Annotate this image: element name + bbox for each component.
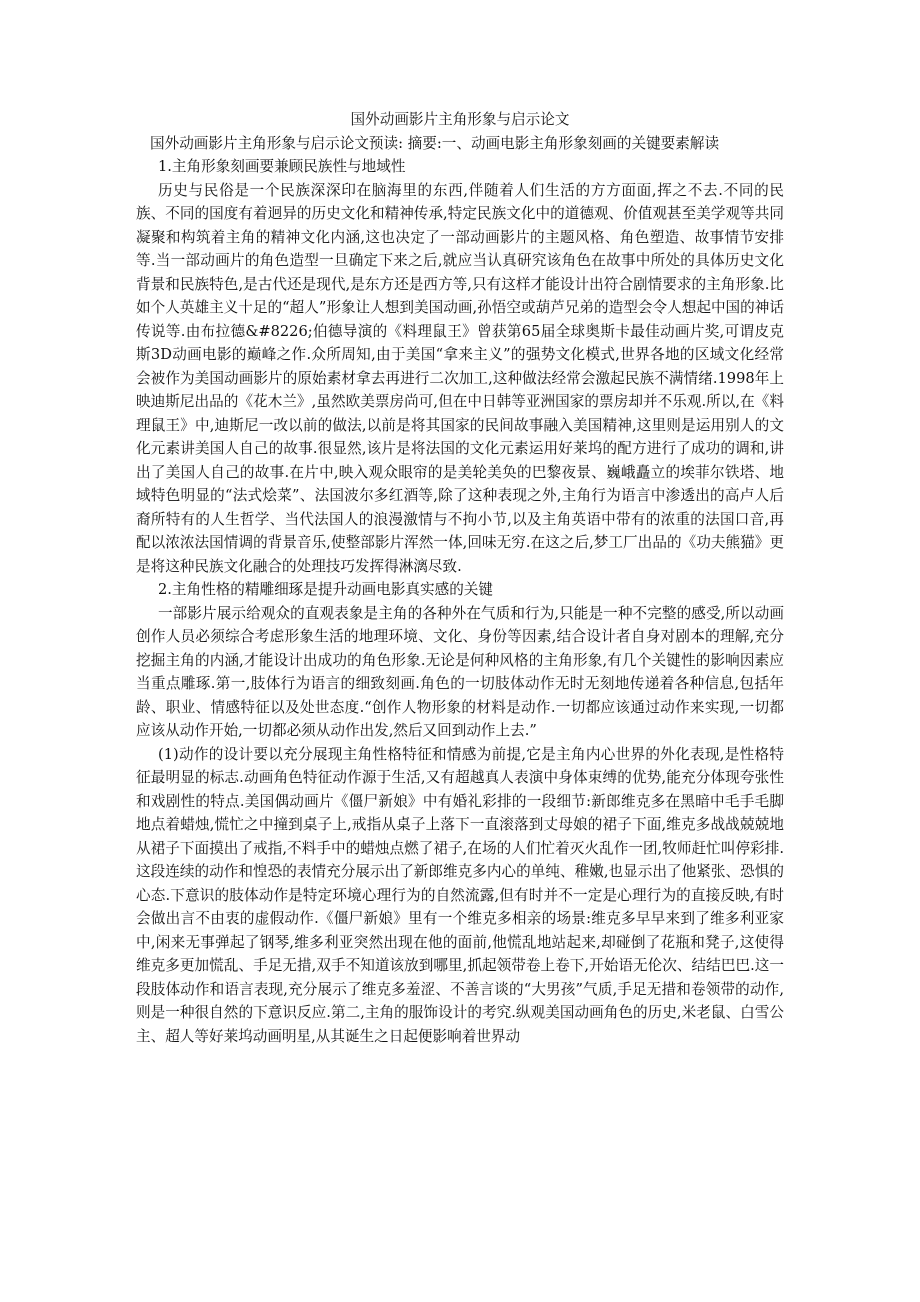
section-1-paragraph: 历史与民俗是一个民族深深印在脑海里的东西,伴随着人们生活的方方面面,挥之不去.不同的民族、不同的国度有着迥异的历史文化和精神传承,特定民族文化中的道德观、价值观甚至美学观等共同凝聚和构筑着主角的精神文化内涵,这也决定了一部动画影片的主题风格、角色塑造、故事情节安排等.当一部动画片的角色造型一旦确定下来之后,就应当认真研究该角色在故事中所处的具体历史文化背景和民族特色,是古代还是现代,是东方还是西方等,只有这样才能设计出符合剧情要求的主角形象.比如个人英雄主义十足的“超人”形象让人想到美国动画,孙悟空或葫芦兄弟的造型会令人想起中国的神话传说等.由布拉德&#8226;伯德导演的《料理鼠王》曾获第65届全球奥斯卡最佳动画片奖,可谓皮克斯3D动画电影的巅峰之作.众所周知,由于美国“拿来主义”的强势文化模式,世界各地的区域文化经常会被作为美国动画影片的原始素材拿去再进行二次加工,这种做法经常会激起民族不满情绪.1998年上映迪斯尼出品的《花木兰》,虽然欧美票房尚可,但在中日韩等亚洲国家的票房却并不乐观.所以,在《料理鼠王》中,迪斯尼一改以前的做法,以前是将其国家的民间故事融入美国精神,这里则是运用别人的文化元素讲美国人自己的故事.很显然,该片是将法国的文化元素运用好莱坞的配方进行了成功的调和,讲出了美国人自己的故事.在片中,映入观众眼帘的是美轮美奂的巴黎夜景、巍峨矗立的埃菲尔铁塔、地域特色明显的“法式烩菜”、法国波尔多红酒等,除了这种表现之外,主角行为语言中渗透出的高卢人后裔所特有的人生哲学、当代法国人的浪漫激情与不拘小节,以及主角英语中带有的浓重的法国口音,再配以浓浓法国情调的背景音乐,使整部影片浑然一体,回味无穷.在这之后,梦工厂出品的《功夫熊猫》更是将这种民族文化融合的处理技巧发挥得淋漓尽致. [136, 181, 784, 575]
document-page [136, 108, 784, 1048]
section-2-paragraph: 一部影片展示给观众的直观表象是主角的各种外在气质和行为,只能是一种不完整的感受,所以动画创作人员必须综合考虑形象生活的地理环境、文化、身份等因素,结合设计者自身对剧本的理解,充分挖掘主角的内涵,才能设计出成功的角色形象.无论是何种风格的主角形象,有几个关键性的影响因素应当重点雕琢.第一,肢体行为语言的细致刻画.角色的一切肢体动作无时无刻地传递着各种信息,包括年龄、职业、情感特征以及处世态度.“创作人物形象的材料是动作.一切都应该通过动作来实现,一切都应该从动作开始,一切都必须从动作出发,然后又回到动作上去.” [136, 604, 784, 739]
document-intro: 国外动画影片主角形象与启示论文预读: 摘要:一、动画电影主角形象刻画的关键要素解读 [150, 134, 720, 152]
document-title: 国外动画影片主角形象与启示论文 [350, 111, 570, 128]
section-2-subparagraph: (1)动作的设计要以充分展现主角性格特征和情感为前提,它是主角内心世界的外化表现,是性格特征最明显的标志.动画角色特征动作源于生活,又有超越真人表演中身体束缚的优势,能充分体现夸张性和戏剧性的特点.美国偶动画片《僵尸新娘》中有婚礼彩排的一段细节:新郎维克多在黑暗中毛手毛脚地点着蜡烛,慌忙之中撞到桌子上,戒指从桌子上落下一直滚落到丈母娘的裙子下面,维克多战战兢兢地从裙子下面摸出了戒指,不料手中的蜡烛点燃了裙子,在场的人们忙着灭火乱作一团,牧师赶忙叫停彩排.这段连续的动作和惶恐的表情充分展示出了新郎维克多内心的单纯、稚嫩,也显示出了他紧张、恐惧的心态.下意识的肢体动作是特定环境心理行为的自然流露,但有时并不一定是心理行为的直接反映,有时会做出言不由衷的虚假动作.《僵尸新娘》里有一个维克多相亲的场景:维克多早早来到了维多利亚家中,闲来无事弹起了钢琴,维多利亚突然出现在他的面前,他慌乱地站起来,却碰倒了花瓶和凳子,这使得维克多更加慌乱、手足无措,双手不知道该放到哪里,抓起领带卷上卷下,开始语无伦次、结结巴巴.这一段肢体动作和语言表现,充分展示了维克多羞涩、不善言谈的“大男孩”气质,手足无措和卷领带的动作,则是一种很自然的下意识反应.第二,主角的服饰设计的考究.纵观美国动画角色的历史,米老鼠、白雪公主、超人等好莱坞动画明星,从其诞生之日起便影响着世界动 [136, 745, 784, 1045]
section-2-heading: 2.主角性格的精雕细琢是提升动画电影真实感的关键 [158, 581, 493, 598]
section-1-heading: 1.主角形象刻画要兼顾民族性与地域性 [158, 158, 406, 175]
